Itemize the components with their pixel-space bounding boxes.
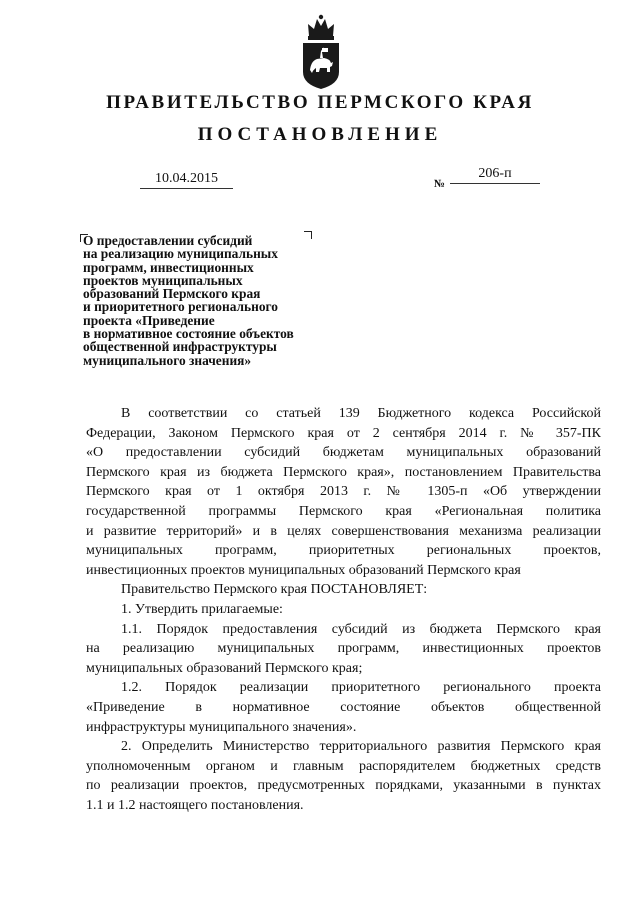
subject-line: в нормативное состояние объектов — [83, 326, 294, 342]
body-text-line: Правительство Пермского края ПОСТАНОВЛЯЕТ: — [121, 582, 428, 598]
document-body — [86, 404, 601, 815]
body-text-line: государственной программы Пермского края «Региональная политика — [86, 503, 601, 519]
organization-title: ПРАВИТЕЛЬСТВО ПЕРМСКОГО КРАЯ — [106, 92, 534, 113]
subject-line: О предоставлении субсидий — [83, 233, 253, 248]
document-type-heading: ПОСТАНОВЛЕНИЕ — [197, 124, 443, 145]
body-text-line: «О предоставлении субсидий бюджетам муниципальных образований — [86, 445, 601, 461]
body-text-line: по реализации проектов, предусмотренных порядками, указанными в пунктах — [86, 778, 601, 794]
subject-line: образований Пермского края — [83, 286, 261, 302]
subject-line: и приоритетного регионального — [83, 299, 278, 315]
coat-of-arms-icon — [300, 14, 342, 90]
body-text-line: Пермского края от 1 октября 2013 г. № 1305-п «Об утверждении — [86, 484, 601, 500]
body-text-line: 1. Утвердить прилагаемые: — [121, 601, 283, 617]
subject-line: на реализацию муниципальных — [83, 246, 278, 262]
body-text-line: В соответствии со статьей 139 Бюджетного кодекса Российской — [121, 406, 601, 421]
number-label: № — [434, 178, 446, 190]
document-date: 10.04.2015 — [140, 171, 233, 189]
subject-line: программ, инвестиционных — [83, 259, 254, 275]
subject-line: проектов муниципальных — [83, 272, 243, 288]
body-text-line: Пермского края из бюджета Пермского края», постановлением Правительства — [86, 464, 601, 480]
body-text-line: 1.1. Порядок предоставления субсидий из бюджета Пермского края — [121, 621, 601, 637]
body-text-line: 1.2. Порядок реализации приоритетного регионального проекта — [121, 680, 601, 696]
body-text-line: муниципальных образований Пермского края; — [86, 660, 363, 676]
body-text-line: уполномоченным органом и главным распорядителем бюджетных средств — [86, 758, 601, 774]
body-text-line: инвестиционных проектов муниципальных образований Пермского края — [86, 562, 521, 578]
body-text-line: и развитие территорий» и в целях совершенствования механизма реализации — [86, 523, 601, 539]
body-text-line: на реализацию муниципальных программ, инвестиционных проектов — [86, 641, 601, 657]
subject-line: общественной инфраструктуры — [83, 339, 277, 355]
subject-line: проекта «Приведение — [83, 312, 215, 328]
body-text-line: Федерации, Законом Пермского края от 2 сентября 2014 г. № 357-ПК — [86, 425, 601, 441]
document-number: 206-п — [450, 166, 540, 184]
body-text-line: 2. Определить Министерство территориального развития Пермского края — [121, 739, 601, 755]
subject-line: муниципального значения» — [83, 352, 252, 368]
body-text-line: муниципальных программ, приоритетных региональных проектов, — [86, 543, 601, 559]
body-text-line: инфраструктуры муниципального значения». — [86, 719, 357, 735]
document-subject — [83, 234, 353, 367]
body-text-line: «Приведение в нормативное состояние объектов общественной — [86, 699, 601, 715]
body-text-line: 1.1 и 1.2 настоящего постановления. — [86, 797, 304, 813]
